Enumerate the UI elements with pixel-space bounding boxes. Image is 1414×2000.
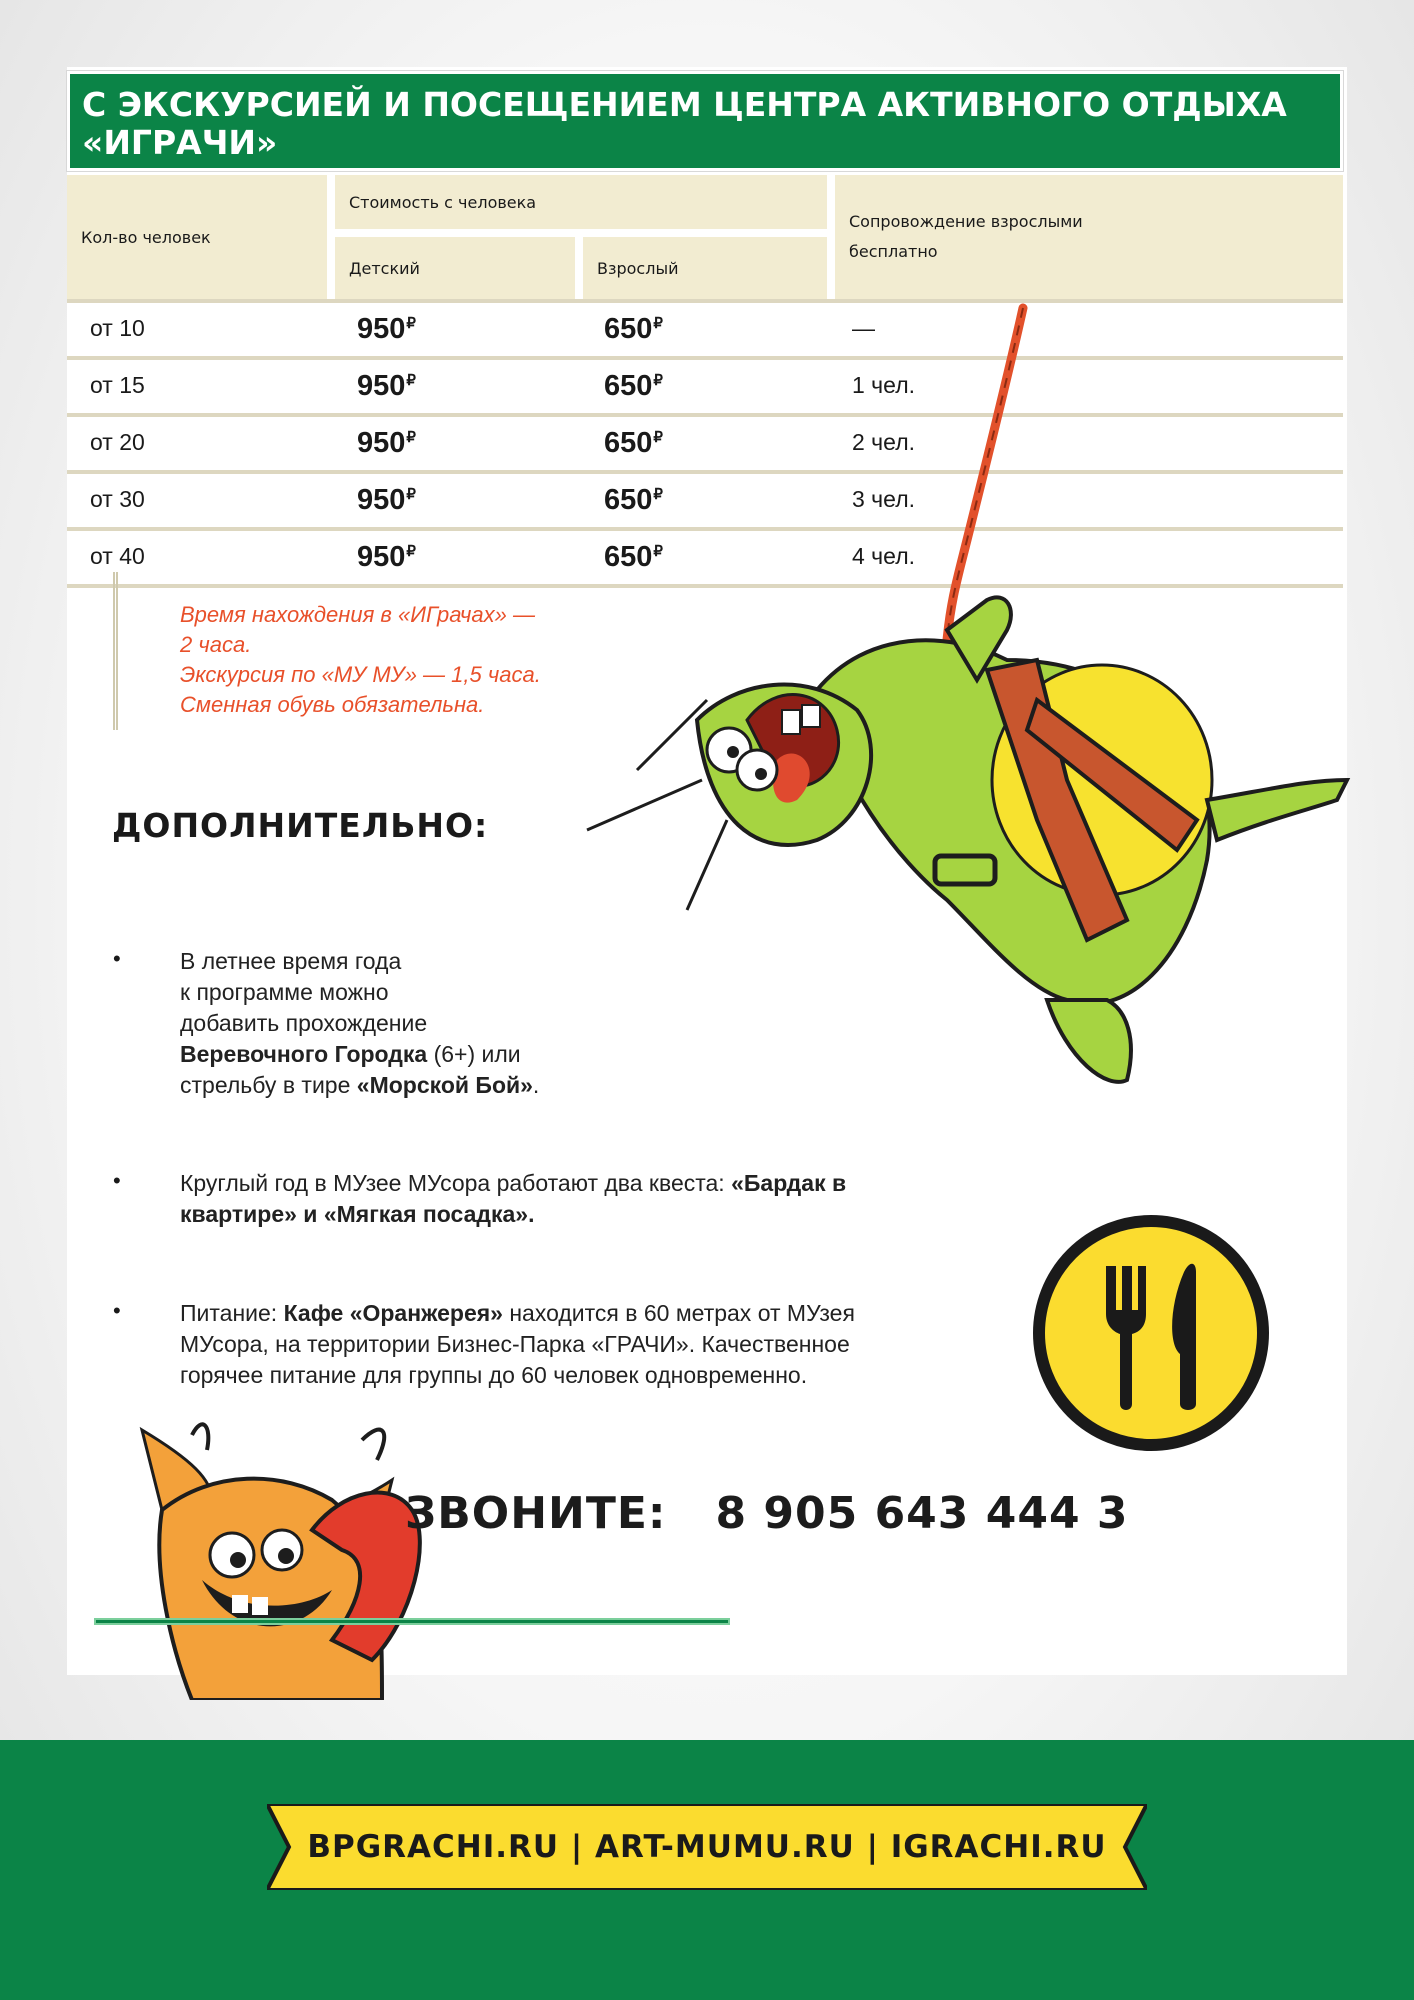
bullet-icon: • xyxy=(113,1168,121,1193)
fork-knife-icon xyxy=(1032,1214,1270,1452)
table-row: от 40 950₽ 650₽ 4 чел. xyxy=(67,531,1343,588)
extra-item-cafe: Питание: Кафе «Оранжерея» находится в 60 метрах от МУзея МУсора, на территории Бизнес-Парка «ГРАЧИ». Качественное горячее питание для группы до 60 человек одновременно. xyxy=(180,1300,855,1388)
header-kid: Детский xyxy=(335,237,579,299)
note-divider xyxy=(113,572,118,730)
info-note: Время нахождения в «ИГрачах» — 2 часа. Экскурсия по «МУ МУ» — 1,5 часа. Сменная обувь обязательна. xyxy=(180,602,541,717)
header-accompany: Сопровождение взрослыми бесплатно xyxy=(831,175,1343,299)
bullet-icon: • xyxy=(113,946,121,971)
extra-item-rope-park: В летнее время года к программе можно добавить прохождение Веревочного Городка (6+) или стрельбу в тире «Морской Бой». xyxy=(180,948,540,1098)
phone-cat-illustration xyxy=(132,1420,442,1700)
bullet-icon: • xyxy=(113,1298,121,1323)
divider-line xyxy=(94,1618,730,1625)
table-row: от 20 950₽ 650₽ 2 чел. xyxy=(67,417,1343,474)
header-qty: Кол-во человек xyxy=(67,175,331,299)
call-phone[interactable]: ЗВОНИТЕ: 8 905 643 444 3 xyxy=(405,1488,1129,1539)
table-row: от 15 950₽ 650₽ 1 чел. xyxy=(67,360,1343,417)
header-adult: Взрослый xyxy=(583,237,827,299)
header-cost: Стоимость с человека xyxy=(335,175,827,233)
page-title: С ЭКСКУРСИЕЙ И ПОСЕЩЕНИЕМ ЦЕНТРА АКТИВНОГО ОТДЫХА «ИГРАЧИ» xyxy=(67,71,1343,171)
table-row: от 30 950₽ 650₽ 3 чел. xyxy=(67,474,1343,531)
extra-item-quests: Круглый год в МУзее МУсора работают два квеста: «Бардак в квартире» и «Мягкая посадка». xyxy=(180,1170,847,1227)
table-row: от 10 950₽ 650₽ — xyxy=(67,303,1343,360)
footer-links[interactable]: BPGRACHI.RU | ART-MUMU.RU | IGRACHI.RU xyxy=(307,1829,1107,1865)
extra-section-title: ДОПОЛНИТЕЛЬНО: xyxy=(112,806,489,845)
bungee-dino-illustration xyxy=(567,300,1367,1100)
